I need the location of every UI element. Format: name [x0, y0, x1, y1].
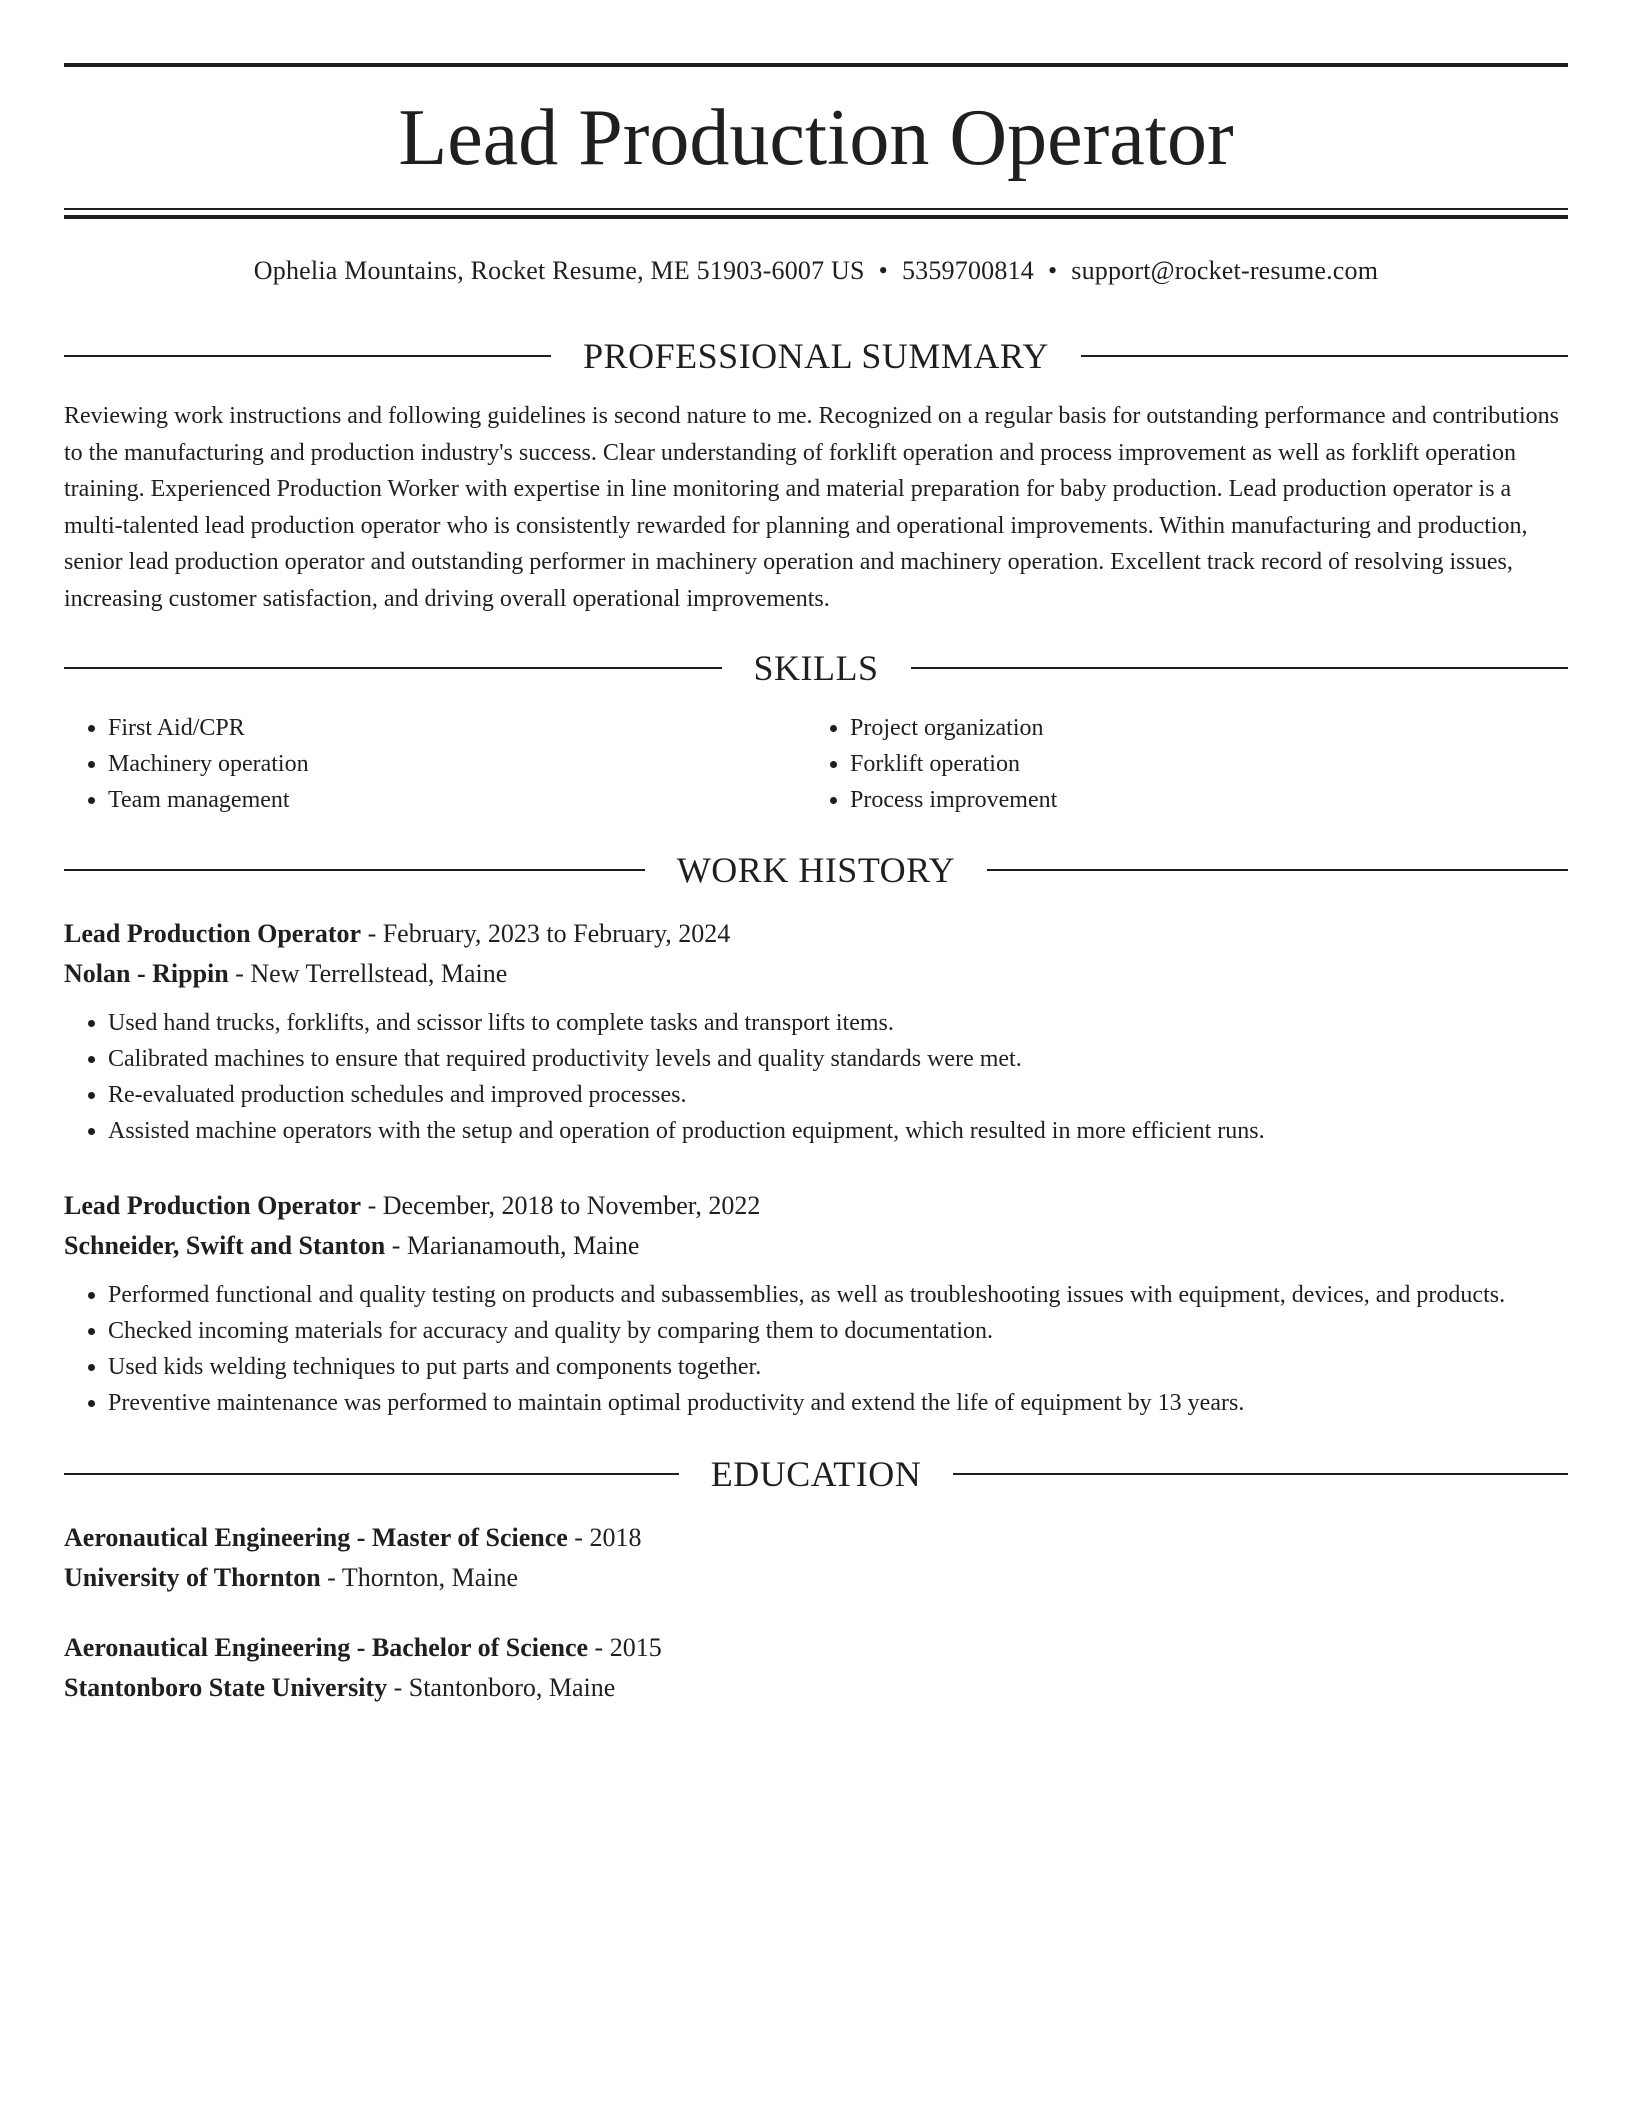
- skills-column-left: [64, 710, 806, 818]
- section-title-education: EDUCATION: [710, 1454, 922, 1494]
- edu-degree-line: [64, 1628, 1568, 1667]
- job-company-line: [64, 954, 1568, 993]
- contact-line: [64, 253, 1568, 289]
- contact-separator: •: [1047, 256, 1058, 285]
- contact-email: support@rocket-resume.com: [1071, 256, 1379, 285]
- job-location: - New Terrellstead, Maine: [228, 959, 508, 988]
- edu-year: - 2018: [567, 1523, 642, 1552]
- section-heading-work: [64, 848, 1568, 892]
- heading-rule-left: [64, 667, 722, 669]
- skill-item: • Project organization: [850, 710, 1548, 746]
- skill-item: • Forklift operation: [850, 746, 1548, 782]
- job-bullet: • Used hand trucks, forklifts, and scissor lifts to complete tasks and transport items.: [108, 1005, 1568, 1041]
- job-company-line: [64, 1226, 1568, 1265]
- heading-rule-right: [911, 667, 1569, 669]
- header-double-rule-thick: [64, 215, 1568, 219]
- job-bullets: [64, 1277, 1568, 1421]
- job-location: - Marianamouth, Maine: [385, 1231, 640, 1260]
- section-title-skills: SKILLS: [753, 648, 879, 688]
- header-double-rule-thin: [64, 208, 1568, 210]
- job-company: Schneider, Swift and Stanton: [64, 1231, 386, 1260]
- job-bullet: • Re-evaluated production schedules and improved processes.: [108, 1077, 1568, 1113]
- section-heading-summary: [64, 334, 1568, 378]
- edu-degree: Aeronautical Engineering - Master of Science: [64, 1523, 568, 1552]
- resume-name: Lead Production Operator: [398, 94, 1234, 182]
- edu-school-line: [64, 1558, 1568, 1597]
- job-entry: [64, 914, 1568, 1149]
- skills-column-right: [806, 710, 1548, 818]
- skill-item: • Machinery operation: [108, 746, 806, 782]
- education-entry: [64, 1628, 1568, 1707]
- job-title: Lead Production Operator: [64, 919, 362, 948]
- edu-location: - Stantonboro, Maine: [387, 1673, 616, 1702]
- heading-rule-left: [64, 869, 645, 871]
- job-dates: - December, 2018 to November, 2022: [361, 1191, 761, 1220]
- job-title-line: [64, 914, 1568, 953]
- job-bullet: • Performed functional and quality testing on products and subassemblies, as well as troubleshooting issues with equipment, devices, and products.: [108, 1277, 1568, 1313]
- heading-rule-right: [953, 1473, 1568, 1475]
- skill-item: • Process improvement: [850, 782, 1548, 818]
- job-title: Lead Production Operator: [64, 1191, 362, 1220]
- edu-school-line: [64, 1668, 1568, 1707]
- header-top-rule: [64, 63, 1568, 67]
- skill-item: • First Aid/CPR: [108, 710, 806, 746]
- job-bullet: • Assisted machine operators with the setup and operation of production equipment, which resulted in more efficient runs.: [108, 1113, 1568, 1149]
- section-title-work: WORK HISTORY: [676, 850, 956, 890]
- heading-rule-left: [64, 1473, 679, 1475]
- education-entry: [64, 1518, 1568, 1597]
- heading-rule-left: [64, 355, 551, 357]
- edu-school: University of Thornton: [64, 1563, 321, 1592]
- job-bullets: [64, 1005, 1568, 1149]
- edu-location: - Thornton, Maine: [320, 1563, 519, 1592]
- section-heading-education: [64, 1452, 1568, 1496]
- job-entry: [64, 1186, 1568, 1421]
- section-title-summary: PROFESSIONAL SUMMARY: [583, 336, 1049, 376]
- edu-degree: Aeronautical Engineering - Bachelor of Science: [64, 1633, 589, 1662]
- job-bullet: • Checked incoming materials for accuracy and quality by comparing them to documentation.: [108, 1313, 1568, 1349]
- job-company: Nolan - Rippin: [64, 959, 229, 988]
- section-heading-skills: [64, 646, 1568, 690]
- job-dates: - February, 2023 to February, 2024: [361, 919, 731, 948]
- contact-phone: 5359700814: [901, 256, 1034, 285]
- skills-list: [64, 710, 1568, 818]
- job-bullet: • Preventive maintenance was performed to maintain optimal productivity and extend the life of equipment by 13 years.: [108, 1385, 1568, 1421]
- edu-school: Stantonboro State University: [64, 1673, 388, 1702]
- summary-text: Reviewing work instructions and following guidelines is second nature to me. Recognized on a regular basis for outstanding performance and contributions to the manufacturing and production industry's success. Clear understanding of forklift operation and process improvement as well as forklift operation training. Experienced Production Worker with expertise in line monitoring and material preparation for baby production. Lead production operator is a multi-talented lead production operator who is consistently rewarded for planning and operational improvements. Within manufacturing and production, senior lead production operator and outstanding performer in machinery operation and machinery operation. Excellent track record of resolving issues, increasing customer satisfaction, and driving overall operational improvements.: [64, 403, 1559, 612]
- job-title-line: [64, 1186, 1568, 1225]
- edu-degree-line: [64, 1518, 1568, 1557]
- heading-rule-right: [987, 869, 1568, 871]
- job-bullet: • Used kids welding techniques to put parts and components together.: [108, 1349, 1568, 1385]
- skill-item: • Team management: [108, 782, 806, 818]
- contact-address: Ophelia Mountains, Rocket Resume, ME 51903-6007 US: [253, 256, 865, 285]
- contact-separator: •: [878, 256, 888, 285]
- heading-rule-right: [1081, 355, 1568, 357]
- job-bullet: • Calibrated machines to ensure that required productivity levels and quality standards were met.: [108, 1041, 1568, 1077]
- edu-year: - 2015: [588, 1633, 662, 1662]
